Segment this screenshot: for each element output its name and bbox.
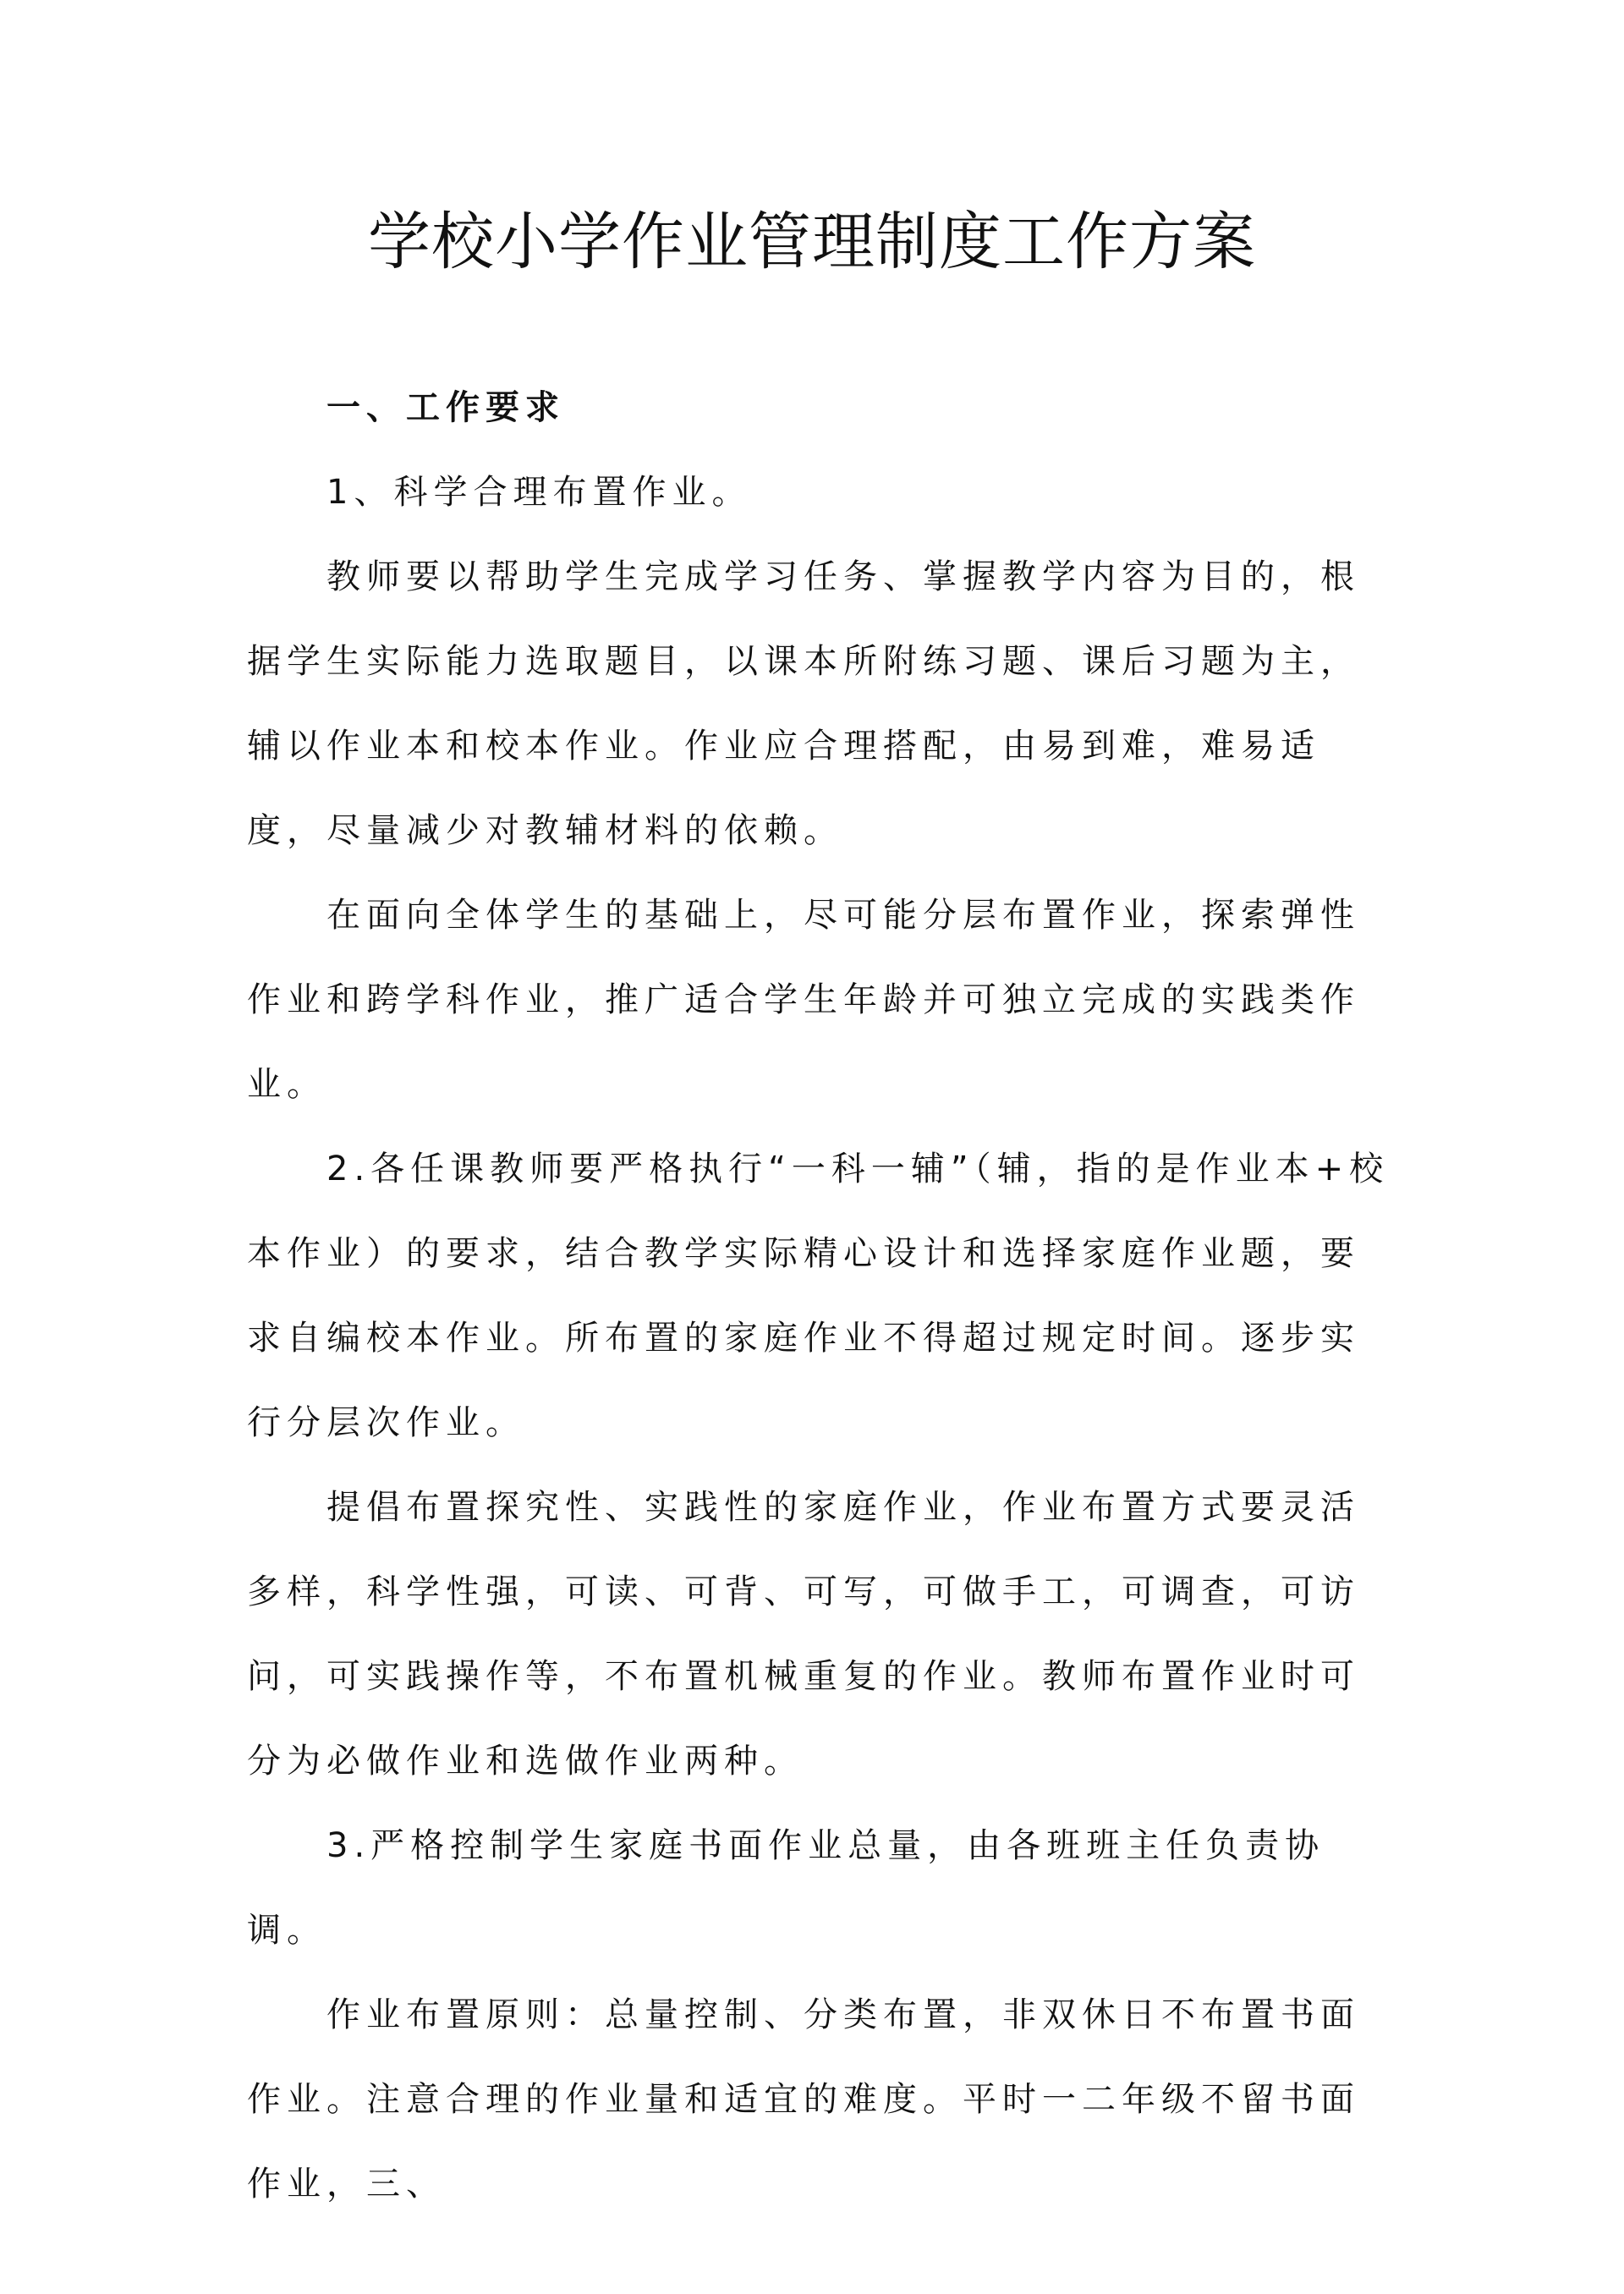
paragraph-item-1: 1、科学合理布置作业。 bbox=[326, 473, 752, 512]
paragraph-item-3: 3.严格控制学生家庭书面作业总量，由各班班主任负责协调。 bbox=[247, 1826, 1325, 1950]
section-heading: 一、工作要求 bbox=[326, 388, 565, 427]
document-title: 学校小学作业管理制度工作方案 bbox=[368, 206, 1256, 278]
paragraph-homework-principles: 作业布置原则：总量控制、分类布置，非双休日不布置书面作业。注意合理的作业量和适宜的难度。平时一二年级不留书面作业，三、 bbox=[247, 1995, 1360, 2203]
paragraph-teacher-goals: 教师要以帮助学生完成学习任务、掌握教学内容为目的，根据学生实际能力选取题目，以课本所附练习题、课后习题为主，辅以作业本和校本作业。作业应合理搭配，由易到难，难易适度，尽量减少对教辅材料的依赖。 bbox=[247, 557, 1360, 850]
paragraph-layered-homework: 在面向全体学生的基础上，尽可能分层布置作业，探索弹性作业和跨学科作业，推广适合学生年龄并可独立完成的实践类作业。 bbox=[247, 896, 1360, 1104]
paragraph-item-2: 2.各任课教师要严格执行“一科一辅”（辅，指的是作业本+校本作业）的要求，结合教学实际精心设计和选择家庭作业题，要求自编校本作业。所布置的家庭作业不得超过规定时间。逐步实行分层次作业。 bbox=[247, 1150, 1390, 1442]
paragraph-practical-homework: 提倡布置探究性、实践性的家庭作业，作业布置方式要灵活多样，科学性强，可读、可背、可写，可做手工，可调查，可访问，可实践操作等，不布置机械重复的作业。教师布置作业时可分为必做作业和选做作业两种。 bbox=[247, 1488, 1360, 1781]
document-body bbox=[247, 365, 1397, 2226]
